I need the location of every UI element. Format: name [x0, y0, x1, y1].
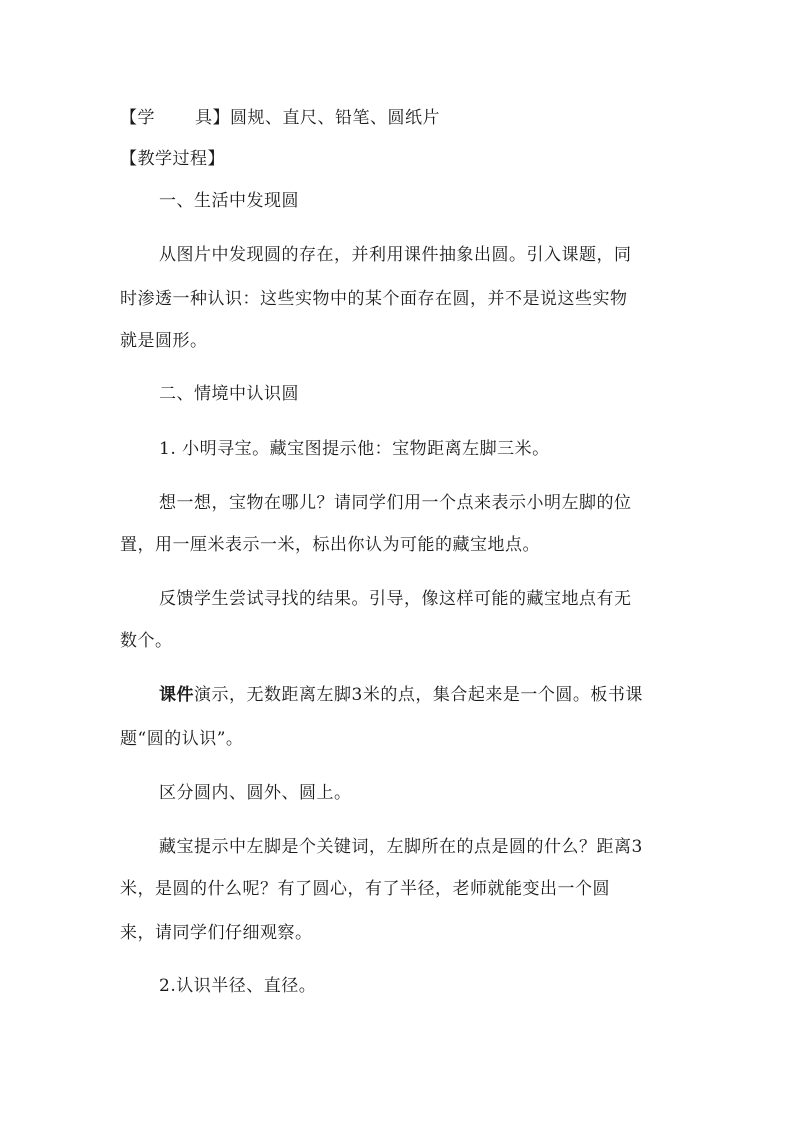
- section1-para-line3: 就是圆形。: [120, 331, 208, 351]
- section2-heading: 二、情境中认识圆: [159, 384, 299, 404]
- think-line1: 想一想，宝物在哪儿？请同学们用一个点来表示小明左脚的位: [159, 493, 632, 513]
- tools-label-rest: 具】圆规、直尺、铅笔、圆纸片: [195, 108, 440, 128]
- tools-label-start: 【学: [120, 108, 155, 128]
- feedback-line2: 数个。: [120, 631, 173, 651]
- distinguish-line: 区分圆内、圆外、圆上。: [159, 783, 352, 803]
- hint-line3: 来，请同学们仔细观察。: [120, 923, 313, 943]
- section1-para-line2: 时渗透一种认识：这些实物中的某个面存在圆，并不是说这些实物: [120, 289, 628, 309]
- courseware-line1-rest: 演示，无数距离左脚3米的点，集合起来是一个圆。板书课: [194, 685, 643, 705]
- hint-line2: 米，是圆的什么呢？有了圆心，有了半径，老师就能变出一个圆: [120, 879, 610, 899]
- section1-heading: 一、生活中发现圆: [159, 191, 299, 211]
- section2-item1: 1. 小明寻宝。藏宝图提示他：宝物距离左脚三米。: [159, 439, 550, 459]
- section2-item2: 2.认识半径、直径。: [159, 976, 317, 996]
- courseware-line2: 题“圆的认识”。: [120, 729, 244, 749]
- hint-line1: 藏宝提示中左脚是个关键词，左脚所在的点是圆的什么？距离3: [159, 837, 643, 857]
- section1-para-line1: 从图片中发现圆的存在，并利用课件抽象出圆。引入课题，同: [159, 245, 632, 265]
- feedback-line1: 反馈学生尝试寻找的结果。引导，像这样可能的藏宝地点有无: [159, 589, 632, 609]
- courseware-line1: [159, 684, 643, 706]
- courseware-bold-label: 课件: [159, 685, 194, 705]
- think-line2: 置，用一厘米表示一米，标出你认为可能的藏宝地点。: [120, 535, 540, 555]
- process-heading: 【教学过程】: [120, 149, 225, 169]
- tools-line: [120, 107, 440, 129]
